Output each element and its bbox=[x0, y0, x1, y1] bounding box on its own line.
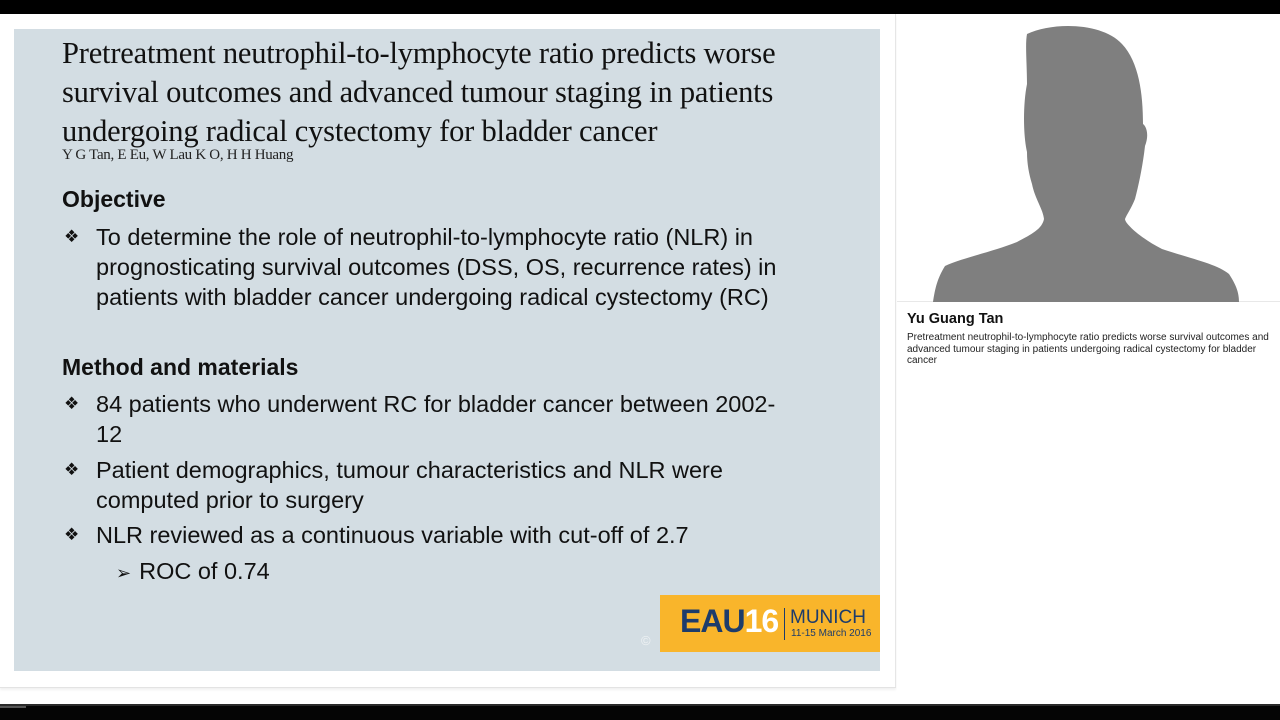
bullet-line: prognosticating survival outcomes (DSS, OS, recurrence rates) in bbox=[96, 254, 777, 280]
bullet-item bbox=[62, 389, 842, 449]
section-heading-methods: Method and materials bbox=[62, 354, 299, 380]
diamond-bullet-icon: ❖ bbox=[64, 525, 80, 544]
bullet-line: Patient demographics, tumour characteristics and NLR were bbox=[96, 457, 723, 483]
speaker-photo bbox=[897, 14, 1280, 302]
presentation-slide bbox=[14, 29, 880, 671]
sub-bullet-text: ROC of 0.74 bbox=[139, 558, 270, 584]
arrow-bullet-icon: ➢ bbox=[116, 563, 132, 583]
sub-bullet-item bbox=[116, 556, 270, 588]
bullet-item bbox=[62, 520, 842, 550]
speaker-talk-title: Pretreatment neutrophil-to-lymphocyte ratio predicts worse survival outcomes and advanced tumour staging in patients undergoing radical cystectomy for bladder cancer bbox=[907, 332, 1269, 366]
logo-city: MUNICH bbox=[790, 607, 866, 628]
speaker-panel bbox=[897, 14, 1280, 704]
logo-dates: 11-15 March 2016 bbox=[791, 628, 872, 639]
section-heading-objective: Objective bbox=[62, 186, 166, 212]
diamond-bullet-icon: ❖ bbox=[64, 460, 80, 479]
bullet-line: computed prior to surgery bbox=[96, 487, 364, 513]
logo-number: 16 bbox=[744, 603, 779, 639]
top-black-bar bbox=[0, 0, 1280, 14]
diamond-bullet-icon: ❖ bbox=[64, 394, 80, 413]
slide-title bbox=[62, 34, 862, 151]
eau16-munich-logo bbox=[660, 595, 880, 652]
bullet-line: patients with bladder cancer undergoing radical cystectomy (RC) bbox=[96, 284, 769, 310]
bullet-line: To determine the role of neutrophil-to-lymphocyte ratio (NLR) in bbox=[96, 224, 753, 250]
playback-progress-bar[interactable] bbox=[0, 706, 26, 708]
bullet-item bbox=[62, 222, 842, 312]
bottom-black-bar bbox=[0, 704, 1280, 720]
slide-title-line: Pretreatment neutrophil-to-lymphocyte ratio predicts worse bbox=[62, 36, 776, 70]
bullet-line: 12 bbox=[96, 421, 123, 447]
person-silhouette-icon bbox=[917, 24, 1257, 302]
slide-title-line: undergoing radical cystectomy for bladder cancer bbox=[62, 114, 658, 148]
slide-title-line: survival outcomes and advanced tumour staging in patients bbox=[62, 75, 774, 109]
diamond-bullet-icon: ❖ bbox=[64, 227, 80, 246]
slide-frame-divider bbox=[0, 687, 896, 688]
logo-brand-text: EAU bbox=[680, 603, 745, 639]
bullet-line: NLR reviewed as a continuous variable with cut-off of 2.7 bbox=[96, 522, 689, 548]
bullet-line: 84 patients who underwent RC for bladder cancer between 2002- bbox=[96, 391, 776, 417]
logo-divider bbox=[784, 608, 785, 640]
logo-brand bbox=[680, 603, 778, 640]
slide-authors: Y G Tan, E Eu, W Lau K O, H H Huang bbox=[62, 147, 294, 163]
speaker-name: Yu Guang Tan bbox=[907, 311, 1004, 327]
bullet-item bbox=[62, 455, 842, 515]
copyright-mark: © bbox=[641, 633, 651, 648]
